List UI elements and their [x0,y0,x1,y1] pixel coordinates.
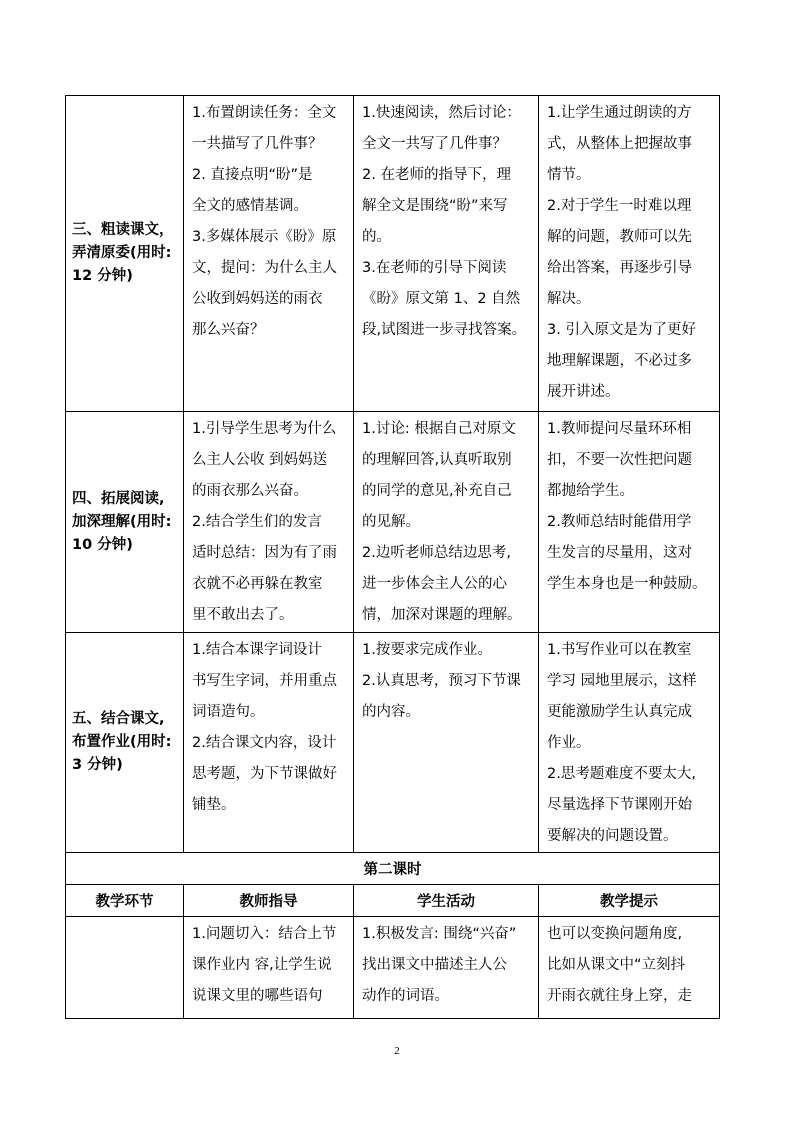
teaching-tip-line: 给出答案，再逐步引导 [547,260,692,276]
teacher-guidance-line: 1.结合本课字词设计 [192,642,322,658]
teacher-guidance-line: 那么兴奋？ [192,322,265,338]
teaching-tip-line: 比如从课文中“立刻抖 [547,957,686,973]
teaching-tip-line: 学生本身也是一种鼓励。 [547,576,707,592]
teacher-guidance-line: 里不敢出去了。 [192,607,294,623]
teaching-tip-line: 2.对于学生一时难以理 [547,198,692,214]
student-activity-line: 解全文是围绕“盼”来写 [362,198,508,214]
teacher-guidance-line: 2.结合课文内容，设计 [192,735,337,751]
teacher-guidance-line: 2.结合学生们的发言 [192,514,322,530]
student-activity-line: 《盼》原文第 1、2 自然 [362,291,521,307]
phase-title-line: 五、结合课文, [72,711,165,727]
teacher-guidance-line: 词语造句。 [192,704,265,720]
teacher-guidance-line: 公收到妈妈送的雨衣 [192,291,323,307]
teacher-guidance-line: 1.引导学生思考为什么 [192,421,337,437]
teacher-guidance-line: 书写生字词，并用重点 [192,673,337,689]
teaching-tip-line: 扣，不要一次性把问题 [547,452,692,468]
student-activity-line: 3.在老师的引导下阅读 [362,260,507,276]
student-activity-cell [354,96,539,412]
teacher-guidance-cell [184,412,354,633]
teaching-tip-line: 学习 园地里展示，这样 [547,673,697,689]
teaching-tip-line: 2.思考题难度不要太大, [547,766,696,782]
phase-title-line: 三、粗读课文， [72,222,174,238]
teaching-tip-line: 情节。 [547,167,591,183]
column-header: 教师指导 [184,885,354,917]
student-activity-line: 的理解回答,认真听取别 [362,452,512,468]
teaching-tip-line: 解决。 [547,291,591,307]
phase-title-line: 弄清原委(用时: [72,245,172,261]
teaching-tip-line: 2.教师总结时能借用学 [547,514,692,530]
teacher-guidance-line: 衣就不必再躲在教室 [192,576,323,592]
teacher-guidance-line: 么主人公收 到妈妈送 [192,452,328,468]
teacher-guidance-cell [184,633,354,853]
student-activity-cell [354,633,539,853]
teaching-tip-cell [539,917,720,1019]
student-activity-line: 1.积极发言: 围绕“兴奋” [362,926,517,942]
table-row [66,633,720,853]
student-activity-line: 1.快速阅读，然后讨论： [362,105,521,121]
teaching-tip-line: 1.书写作业可以在教室 [547,642,692,658]
teacher-guidance-line: 思考题，为下节课做好 [192,766,337,782]
teaching-tip-line: 3. 引入原文是为了更好 [547,322,696,338]
section-title: 第二课时 [66,853,720,885]
column-header: 学生活动 [354,885,539,917]
teaching-tip-cell [539,412,720,633]
teaching-tip-line: 更能激励学生认真完成 [547,704,692,720]
teaching-tip-line: 作业。 [547,735,591,751]
teacher-guidance-line: 文，提问：为什么主人 [192,260,337,276]
table-row [66,412,720,633]
teacher-guidance-line: 2. 直接点明“盼”是 [192,167,313,183]
teacher-guidance-line: 的雨衣那么兴奋。 [192,483,308,499]
teacher-guidance-cell [184,96,354,412]
teacher-guidance-line: 全文的感情基调。 [192,198,308,214]
teaching-tip-line: 生发言的尽量用，这对 [547,545,692,561]
student-activity-line: 动作的词语。 [362,988,449,1004]
phase-title-line: 四、拓展阅读, [72,490,165,507]
student-activity-line: 2. 在老师的指导下，理 [362,167,511,183]
teacher-guidance-cell [184,917,354,1019]
teacher-guidance-line: 1.问题切入：结合上节 [192,926,337,942]
student-activity-line: 情，加深对课题的理解。 [362,607,522,623]
student-activity-line: 2.边听老师总结边思考, [362,545,511,561]
student-activity-line: 找出课文中描述主人公 [362,957,507,973]
student-activity-line: 进一步体会主人公的心 [362,576,507,592]
teaching-tip-line: 地理解课题，不必过多 [547,353,692,369]
page-number: 2 [394,1045,400,1057]
student-activity-line: 1.讨论: 根据自己对原文 [362,421,516,437]
phase-title-line: 3 分钟) [72,757,123,773]
teacher-guidance-line: 铺垫。 [192,797,236,813]
student-activity-line: 的。 [362,229,391,245]
teaching-tip-line: 展开讲述。 [547,384,620,400]
phase-cell [66,917,184,1019]
column-header: 教学提示 [539,885,720,917]
student-activity-line: 的见解。 [362,514,420,530]
column-header: 教学环节 [66,885,184,917]
student-activity-cell [354,412,539,633]
phase-title-line: 10 分钟) [72,536,133,553]
teacher-guidance-line: 1.布置朗读任务：全文 [192,105,337,121]
teaching-tip-line: 1.教师提问尽量环环相 [547,421,692,437]
phase-title-line: 布置作业(用时: [72,734,172,750]
phase-title-line: 12 分钟) [72,268,133,284]
teaching-tip-line: 都抛给学生。 [547,483,634,499]
teacher-guidance-line: 课作业内 容,让学生说 [192,957,332,973]
teaching-tip-line: 开雨衣就往身上穿，走 [547,988,692,1004]
teacher-guidance-line: 说课文里的哪些语句 [192,988,323,1004]
teaching-tip-cell [539,633,720,853]
teacher-guidance-line: 适时总结：因为有了雨 [192,545,337,561]
teaching-tip-line: 尽量选择下节课刚开始 [547,797,692,813]
teaching-tip-line: 也可以变换问题角度, [547,926,683,942]
student-activity-cell [354,917,539,1019]
phase-cell [66,96,184,412]
section-title-row [66,853,720,885]
lesson-plan-table [65,95,720,1019]
student-activity-line: 2.认真思考，预习下节课 [362,673,521,689]
teaching-tip-line: 要解决的问题设置。 [547,828,678,844]
teaching-tip-line: 1.让学生通过朗读的方 [547,105,692,121]
student-activity-line: 的同学的意见,补充自己 [362,483,512,499]
phase-cell [66,633,184,853]
student-activity-line: 段,试图进一步寻找答案。 [362,322,527,338]
teaching-tip-cell [539,96,720,412]
teaching-tip-line: 解的问题，教师可以先 [547,229,692,245]
phase-cell [66,412,184,633]
phase-title-line: 加深理解(用时: [72,513,172,530]
header-row [66,885,720,917]
teacher-guidance-line: 一共描写了几件事？ [192,136,323,152]
table-row [66,96,720,412]
table-row [66,917,720,1019]
student-activity-line: 全文一共写了几件事？ [362,136,507,152]
student-activity-line: 的内容。 [362,704,420,720]
student-activity-line: 1.按要求完成作业。 [362,642,492,658]
teaching-tip-line: 式，从整体上把握故事 [547,136,692,152]
teacher-guidance-line: 3.多媒体展示《盼》原 [192,229,337,245]
